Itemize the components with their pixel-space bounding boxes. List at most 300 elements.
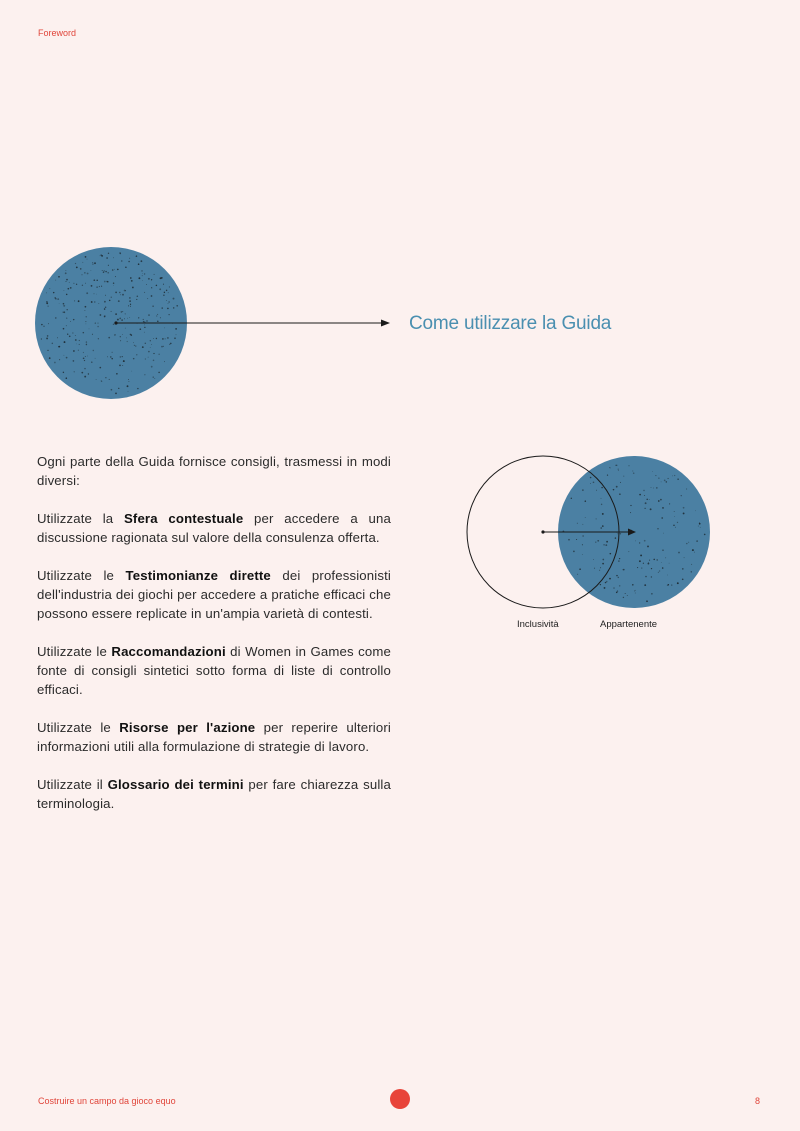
texture-speckle [602, 513, 604, 515]
texture-speckle [610, 467, 611, 468]
texture-speckle [677, 479, 678, 480]
texture-speckle [669, 503, 670, 504]
texture-speckle [658, 477, 659, 478]
texture-speckle [156, 338, 157, 339]
texture-speckle [86, 316, 87, 317]
texture-speckle [169, 344, 170, 345]
texture-speckle [54, 362, 56, 364]
texture-speckle [630, 512, 631, 513]
texture-speckle [166, 300, 167, 301]
texture-speckle [641, 568, 642, 569]
texture-speckle [120, 340, 121, 341]
texture-speckle [659, 570, 660, 571]
texture-speckle [595, 541, 596, 542]
texture-speckle [144, 292, 145, 293]
texture-speckle [70, 321, 71, 322]
texture-speckle [144, 273, 145, 274]
texture-speckle [610, 553, 612, 555]
texture-speckle [137, 388, 138, 389]
texture-speckle [113, 282, 114, 283]
texture-speckle [582, 544, 583, 545]
texture-speckle [618, 560, 619, 561]
texture-speckle [658, 572, 659, 573]
texture-speckle [623, 476, 624, 477]
texture-speckle [122, 365, 123, 366]
texture-speckle [164, 292, 165, 293]
page-title: Come utilizzare la Guida [409, 313, 612, 334]
texture-speckle [160, 277, 162, 279]
texture-speckle [604, 587, 606, 589]
texture-speckle [76, 267, 78, 269]
texture-speckle [678, 552, 680, 554]
texture-speckle [141, 270, 143, 272]
texture-speckle [88, 373, 89, 374]
texture-speckle [658, 500, 660, 502]
texture-speckle [599, 570, 600, 571]
texture-speckle [667, 584, 669, 586]
texture-speckle [647, 545, 649, 547]
texture-speckle [92, 334, 93, 335]
texture-speckle [66, 294, 68, 296]
texture-speckle [104, 270, 105, 271]
texture-speckle [142, 346, 144, 348]
texture-speckle [64, 355, 65, 356]
texture-speckle [605, 582, 606, 583]
texture-speckle [96, 379, 97, 380]
texture-speckle [169, 286, 170, 287]
texture-speckle [137, 296, 139, 298]
texture-speckle [112, 352, 113, 353]
texture-speckle [651, 568, 652, 569]
texture-speckle [601, 504, 602, 505]
texture-speckle [105, 377, 106, 378]
texture-speckle [618, 577, 620, 579]
texture-speckle [594, 568, 595, 569]
texture-speckle [660, 499, 662, 501]
texture-speckle [85, 306, 87, 308]
texture-speckle [618, 468, 619, 469]
texture-speckle [691, 571, 692, 572]
texture-speckle [682, 578, 684, 580]
texture-speckle [125, 328, 126, 329]
texture-speckle [65, 272, 67, 274]
texture-speckle [639, 560, 641, 562]
body-text [37, 452, 391, 832]
texture-speckle [55, 280, 56, 281]
texture-speckle [694, 552, 695, 553]
texture-speckle [72, 333, 73, 334]
texture-speckle [606, 541, 608, 543]
texture-speckle [602, 559, 604, 561]
texture-speckle [91, 270, 92, 271]
texture-speckle [115, 276, 116, 277]
texture-speckle [643, 563, 644, 564]
texture-speckle [78, 300, 80, 302]
texture-speckle [148, 357, 149, 358]
texture-speckle [635, 592, 636, 593]
texture-speckle [47, 350, 48, 351]
texture-speckle [130, 304, 131, 305]
texture-speckle [140, 328, 142, 330]
texture-speckle [86, 344, 87, 345]
texture-speckle [55, 317, 56, 318]
texture-speckle [582, 489, 583, 490]
texture-speckle [164, 328, 165, 329]
texture-speckle [128, 381, 129, 382]
texture-speckle [111, 358, 113, 360]
texture-speckle [674, 516, 675, 517]
texture-speckle [644, 508, 645, 509]
texture-speckle [133, 342, 134, 343]
texture-speckle [688, 542, 689, 543]
texture-speckle [143, 319, 144, 320]
texture-speckle [100, 314, 102, 316]
texture-speckle [154, 378, 155, 379]
texture-speckle [41, 324, 42, 325]
texture-speckle [154, 274, 155, 275]
texture-speckle [590, 483, 591, 484]
texture-speckle [92, 262, 93, 263]
texture-speckle [130, 277, 132, 279]
texture-speckle [161, 346, 163, 348]
texture-speckle [651, 576, 652, 577]
texture-speckle [176, 334, 177, 335]
texture-speckle [568, 539, 570, 541]
texture-speckle [136, 255, 137, 256]
texture-speckle [129, 258, 130, 259]
texture-speckle [107, 272, 109, 274]
texture-speckle [104, 281, 106, 283]
texture-speckle [170, 343, 172, 345]
texture-speckle [107, 356, 108, 357]
texture-speckle [662, 549, 663, 550]
texture-speckle [59, 303, 60, 304]
texture-speckle [167, 308, 169, 310]
texture-speckle [623, 597, 624, 598]
texture-speckle [671, 585, 672, 586]
texture-speckle [686, 488, 687, 489]
texture-speckle [590, 477, 592, 479]
texture-speckle [75, 335, 76, 336]
texture-speckle [138, 277, 140, 279]
texture-speckle [615, 465, 616, 466]
texture-speckle [573, 551, 575, 553]
texture-speckle [159, 288, 161, 290]
texture-speckle [606, 581, 608, 583]
texture-speckle [123, 360, 125, 362]
texture-speckle [648, 563, 650, 565]
texture-speckle [117, 269, 119, 271]
venn-arrow-origin-dot [541, 530, 544, 533]
texture-speckle [163, 346, 164, 347]
texture-speckle [129, 297, 131, 299]
texture-speckle [57, 337, 58, 338]
texture-speckle [585, 517, 586, 518]
texture-speckle [121, 311, 123, 313]
texture-speckle [661, 481, 662, 482]
texture-speckle [58, 276, 60, 278]
texture-speckle [145, 358, 146, 359]
texture-speckle [633, 472, 635, 474]
texture-speckle [108, 265, 109, 266]
texture-speckle [168, 314, 169, 315]
texture-speckle [86, 292, 88, 294]
texture-speckle [674, 475, 675, 476]
texture-speckle [85, 283, 86, 284]
texture-speckle [128, 305, 129, 306]
texture-speckle [625, 593, 626, 594]
texture-speckle [655, 475, 656, 476]
texture-speckle [662, 507, 664, 509]
texture-speckle [146, 284, 147, 285]
texture-speckle [150, 347, 151, 348]
texture-speckle [119, 318, 121, 320]
texture-speckle [49, 357, 51, 359]
texture-speckle [609, 578, 611, 580]
texture-speckle [600, 567, 601, 568]
texture-speckle [634, 590, 635, 591]
texture-speckle [663, 533, 664, 534]
texture-speckle [132, 286, 134, 288]
texture-speckle [142, 273, 143, 274]
intro-paragraph: Ogni parte della Guida fornisce consigli, trasmessi in modi diversi: [37, 454, 391, 488]
texture-speckle [632, 584, 634, 586]
texture-speckle [577, 523, 578, 524]
texture-speckle [605, 544, 607, 546]
texture-speckle [617, 590, 618, 591]
texture-speckle [166, 290, 167, 291]
texture-speckle [582, 535, 583, 536]
texture-speckle [619, 558, 620, 559]
texture-speckle [124, 290, 126, 292]
texture-speckle [148, 278, 150, 280]
texture-speckle [596, 490, 597, 491]
texture-speckle [81, 274, 82, 275]
texture-speckle [118, 388, 119, 389]
texture-speckle [102, 270, 103, 271]
texture-speckle [644, 495, 645, 496]
texture-speckle [579, 568, 581, 570]
texture-speckle [675, 527, 676, 528]
texture-speckle [148, 351, 150, 353]
texture-speckle [146, 320, 148, 322]
texture-speckle [619, 585, 620, 586]
texture-speckle [635, 541, 636, 542]
texture-speckle [640, 554, 642, 556]
texture-speckle [144, 332, 145, 333]
texture-speckle [115, 292, 117, 294]
texture-speckle [93, 350, 94, 351]
texture-speckle [651, 593, 653, 595]
texture-speckle [84, 368, 85, 369]
texture-speckle [128, 391, 129, 392]
texture-speckle [616, 486, 618, 488]
texture-speckle [151, 366, 153, 368]
texture-speckle [114, 335, 115, 336]
texture-speckle [81, 372, 83, 374]
texture-speckle [156, 285, 158, 287]
texture-speckle [113, 285, 114, 286]
texture-speckle [173, 307, 175, 309]
texture-speckle [593, 481, 595, 483]
texture-speckle [84, 360, 85, 361]
texture-speckle [99, 286, 100, 287]
texture-speckle [646, 499, 647, 500]
texture-speckle [85, 321, 86, 322]
texture-speckle [162, 338, 164, 340]
texture-speckle [700, 527, 701, 528]
texture-speckle [92, 263, 93, 264]
texture-speckle [644, 584, 646, 586]
texture-speckle [84, 376, 86, 378]
texture-speckle [120, 336, 121, 337]
texture-speckle [127, 341, 128, 342]
texture-speckle [83, 332, 85, 334]
texture-speckle [576, 539, 577, 540]
texture-speckle [127, 385, 129, 387]
texture-speckle [98, 303, 99, 304]
texture-speckle [153, 338, 154, 339]
texture-speckle [125, 266, 127, 268]
texture-speckle [136, 299, 137, 300]
texture-speckle [63, 328, 65, 330]
texture-speckle [156, 315, 157, 316]
texture-speckle [619, 493, 621, 495]
paragraph-testimonianze: Utilizzate le Testimonianze dirette dei professionisti dell'industria dei giochi per accedere a pratiche efficaci che possono essere replicate in un'ampia varietà di contesti. [37, 568, 391, 621]
texture-speckle [116, 373, 118, 375]
texture-speckle [121, 319, 123, 321]
texture-speckle [119, 252, 121, 254]
texture-speckle [66, 325, 67, 326]
texture-speckle [106, 257, 108, 259]
texture-speckle [111, 389, 113, 391]
texture-speckle [48, 323, 49, 324]
texture-speckle [43, 325, 45, 327]
texture-speckle [628, 551, 629, 552]
texture-speckle [59, 359, 60, 360]
texture-speckle [157, 320, 159, 322]
texture-speckle [128, 261, 130, 263]
texture-speckle [127, 318, 128, 319]
texture-speckle [142, 275, 143, 276]
hero-illustration [0, 230, 420, 410]
texture-speckle [148, 314, 150, 316]
texture-speckle [652, 471, 653, 472]
paragraph-sfera: Utilizzate la Sfera contestuale per accedere a una discussione ragionata sul valore della consulenza offerta. [37, 511, 391, 545]
texture-speckle [582, 554, 583, 555]
texture-speckle [681, 495, 682, 496]
texture-speckle [62, 312, 63, 313]
texture-speckle [632, 471, 633, 472]
texture-speckle [623, 569, 625, 571]
texture-speckle [109, 379, 110, 380]
texture-speckle [601, 498, 602, 499]
texture-speckle [165, 338, 166, 339]
texture-speckle [87, 273, 89, 275]
texture-speckle [122, 356, 123, 357]
texture-speckle [69, 335, 71, 337]
texture-speckle [164, 361, 165, 362]
texture-speckle [83, 357, 85, 359]
texture-speckle [93, 293, 94, 294]
texture-speckle [93, 279, 95, 281]
texture-speckle [648, 562, 649, 563]
texture-speckle [131, 371, 132, 372]
texture-speckle [667, 575, 668, 576]
texture-speckle [661, 562, 662, 563]
texture-speckle [600, 527, 602, 529]
texture-speckle [686, 543, 687, 544]
texture-speckle [64, 341, 66, 343]
texture-speckle [620, 482, 621, 483]
texture-speckle [47, 335, 49, 337]
texture-speckle [78, 350, 79, 351]
footer-title: Costruire un campo da gioco equo [38, 1096, 176, 1106]
texture-speckle [119, 365, 121, 367]
texture-speckle [147, 298, 148, 299]
texture-speckle [620, 533, 621, 534]
arrow-head-icon [381, 320, 390, 327]
texture-speckle [73, 319, 74, 320]
texture-speckle [128, 379, 129, 380]
texture-speckle [101, 286, 102, 287]
texture-speckle [66, 270, 67, 271]
texture-speckle [698, 526, 699, 527]
paragraph-glossario: Utilizzate il Glossario dei termini per fare chiarezza sulla terminologia. [37, 777, 391, 811]
texture-speckle [82, 285, 83, 286]
texture-speckle [91, 362, 92, 363]
texture-speckle [103, 271, 104, 272]
texture-speckle [66, 281, 67, 282]
texture-speckle [656, 559, 657, 560]
texture-speckle [68, 288, 70, 290]
texture-speckle [677, 522, 678, 523]
texture-speckle [84, 272, 85, 273]
texture-speckle [696, 540, 698, 542]
texture-speckle [168, 303, 169, 304]
texture-speckle [55, 298, 57, 300]
texture-speckle [644, 540, 646, 542]
texture-speckle [73, 350, 75, 352]
texture-speckle [661, 517, 663, 519]
texture-speckle [70, 287, 72, 289]
texture-speckle [75, 263, 76, 264]
texture-speckle [58, 346, 60, 348]
texture-speckle [86, 343, 87, 344]
texture-speckle [151, 295, 153, 297]
texture-speckle [98, 323, 99, 324]
texture-speckle [639, 542, 640, 543]
texture-speckle [692, 549, 694, 551]
texture-speckle [138, 317, 139, 318]
texture-speckle [73, 283, 74, 284]
texture-speckle [46, 337, 48, 339]
venn-label-appartenente: Appartenente [600, 619, 658, 630]
texture-speckle [113, 257, 114, 258]
texture-speckle [104, 308, 106, 310]
texture-speckle [99, 367, 101, 369]
texture-speckle [101, 380, 102, 381]
texture-speckle [118, 300, 120, 302]
texture-speckle [167, 337, 169, 339]
texture-speckle [79, 340, 80, 341]
texture-speckle [656, 487, 658, 489]
texture-speckle [67, 334, 68, 335]
texture-speckle [141, 260, 143, 262]
texture-speckle [73, 360, 75, 362]
texture-speckle [664, 480, 666, 482]
texture-speckle [649, 560, 650, 561]
